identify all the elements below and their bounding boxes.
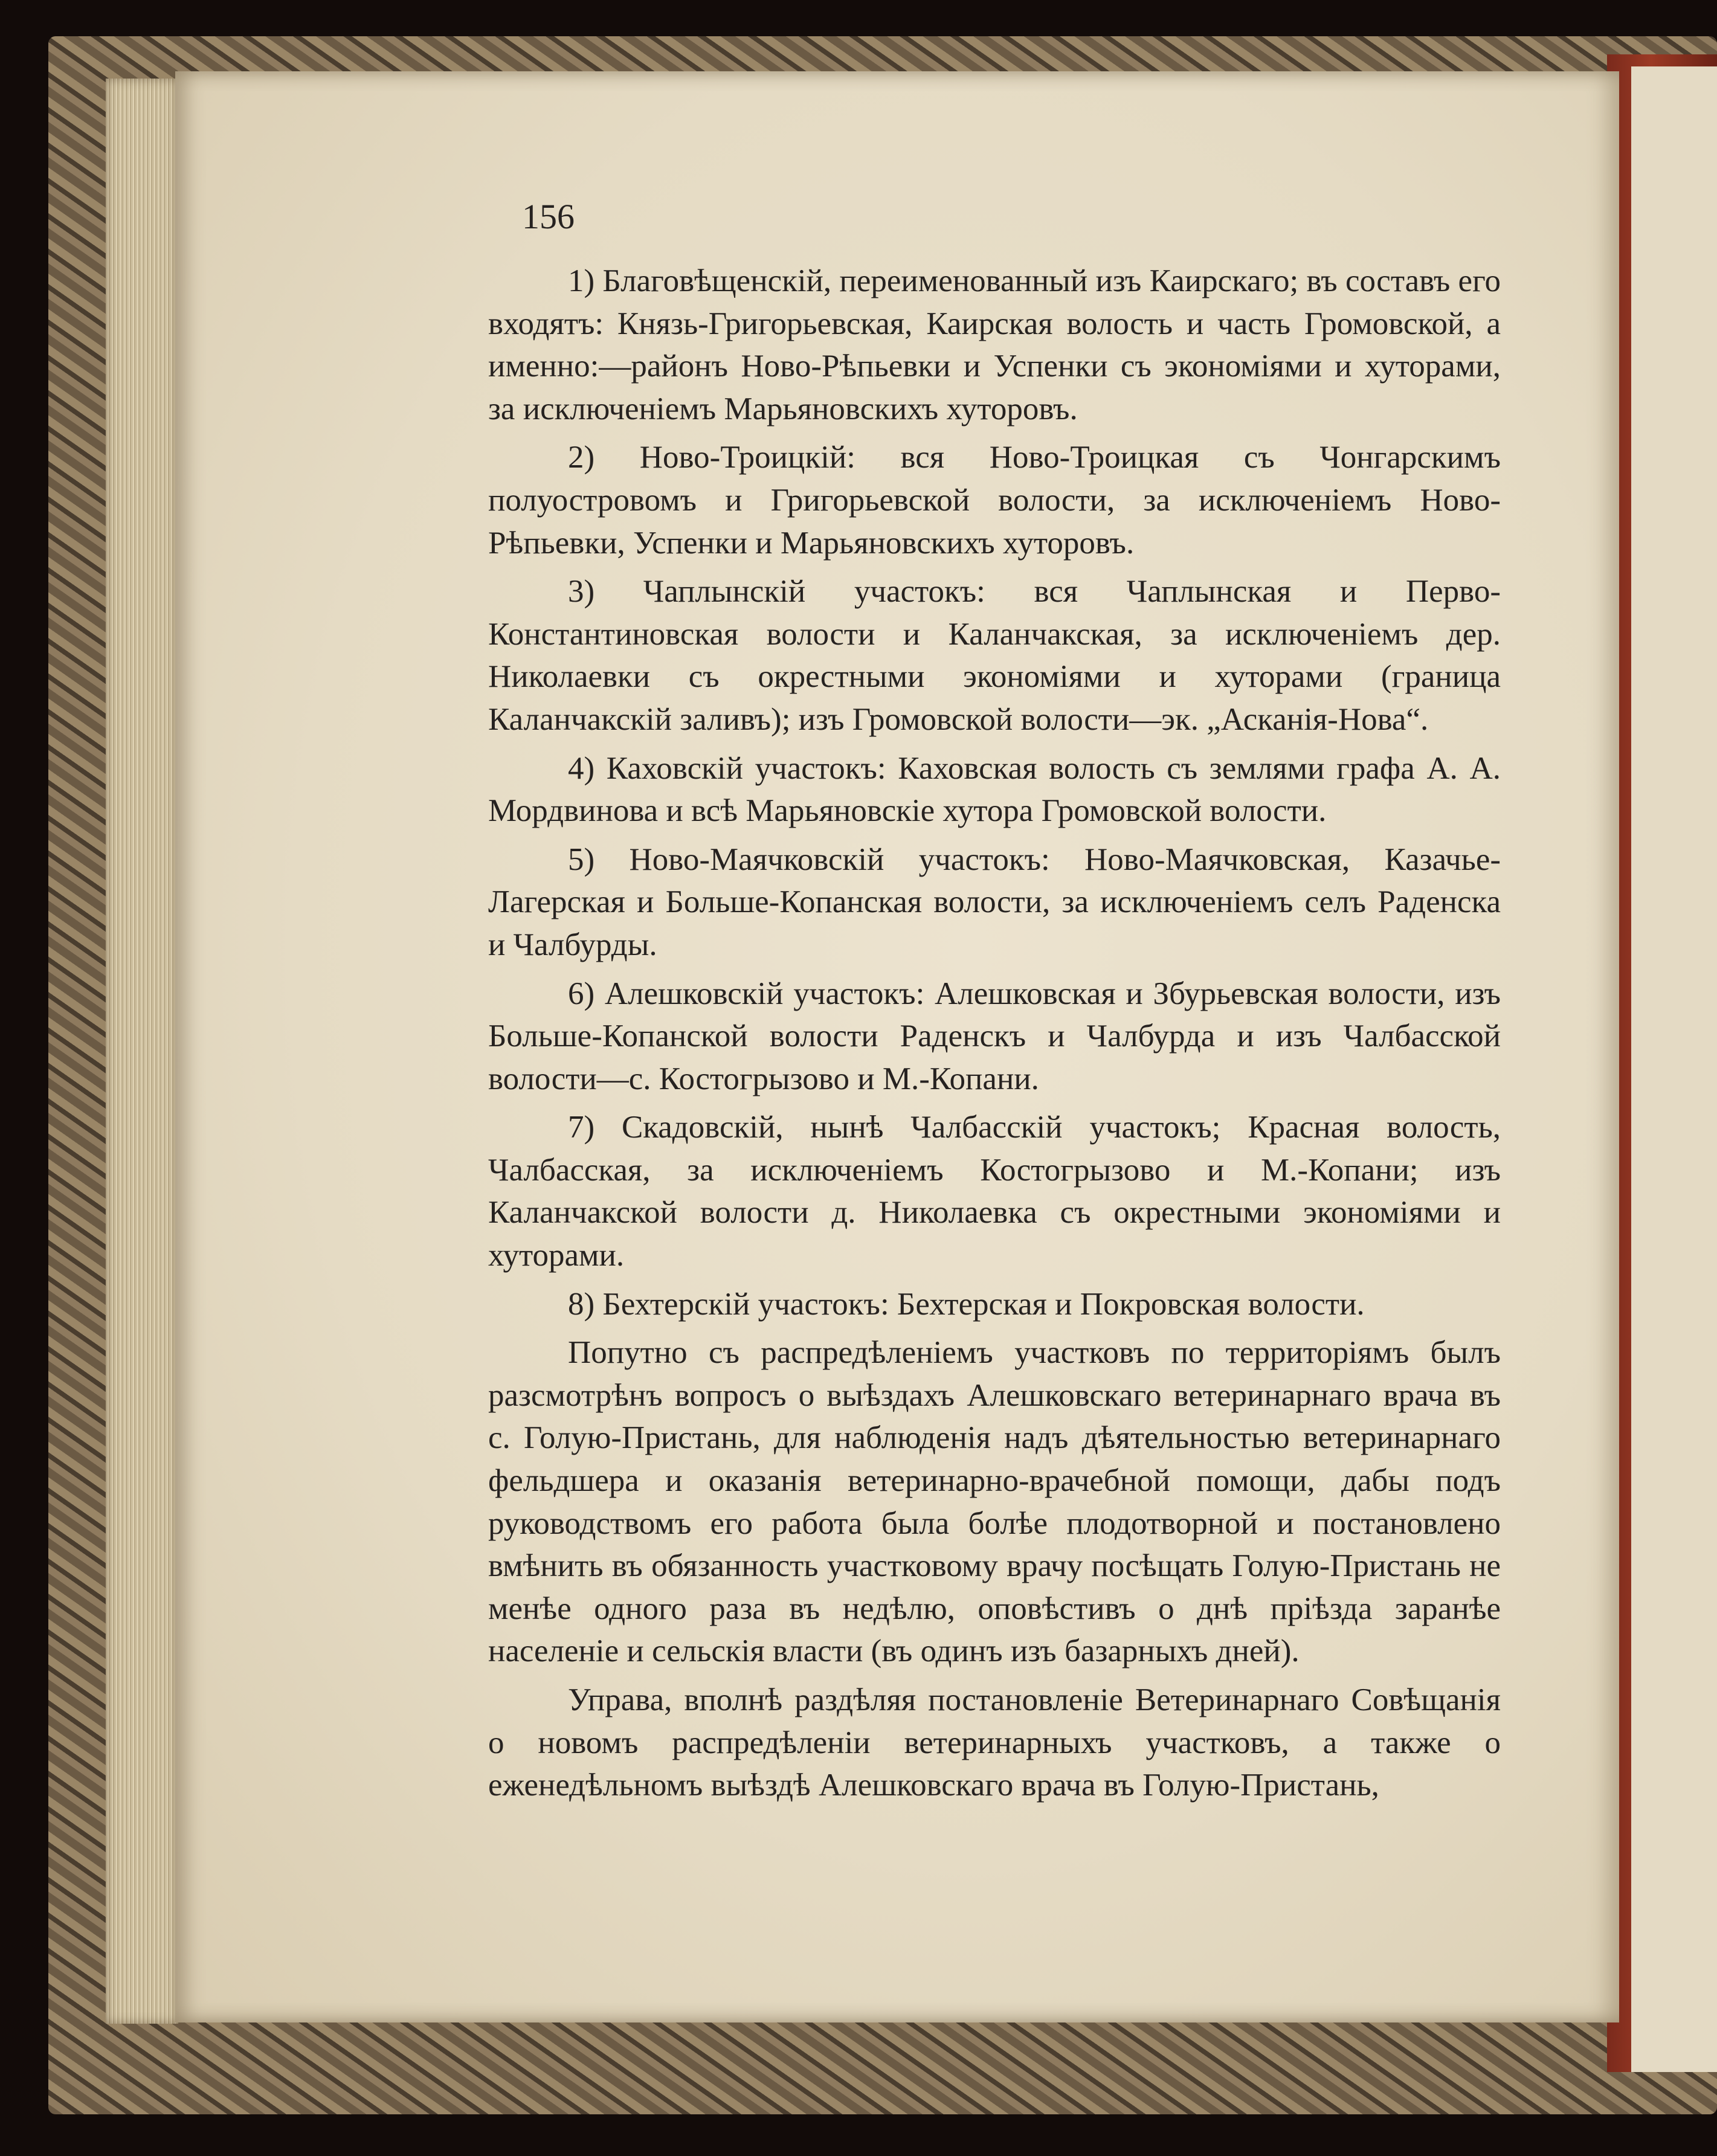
page-stack-edges xyxy=(106,79,178,2024)
paragraph-1: 1) Благовѣщенскій, переименованный изъ Каирскаго; въ составъ его входятъ: Князь-Григорьевская, Каирская волость и часть Громовской, а именно:—районъ Ново-Рѣпьевки и Успенки съ экономіями и хуторами, за исключеніемъ Марьяновскихъ хуторовъ. xyxy=(488,263,1501,426)
paragraph-5: 5) Ново-Маячковскій участокъ: Ново-Маячковская, Казачье-Лагерская и Больше-Копанская волости, за исключеніемъ селъ Раденска и Чалбурды. xyxy=(488,841,1501,962)
paragraph-2: 2) Ново-Троицкій: вся Ново-Троицкая съ Чонгарскимъ полуостровомъ и Григорьевской волости, за исключеніемъ Ново-Рѣпьевки, Успенки и Марьяновскихъ хуторовъ. xyxy=(488,440,1501,561)
paragraph-10: Управа, вполнѣ раздѣляя постановленіе Ветеринарнаго Совѣщанія о новомъ распредѣленіи ветеринарныхъ участковъ, а также о еженедѣльномъ выѣздѣ Алешковскаго врача въ Голую-Пристань, xyxy=(488,1682,1501,1803)
paragraph-3: 3) Чаплынскій участокъ: вся Чаплынская и Перво-Константиновская волости и Каланчакская, за исключеніемъ дер. Николаевки съ окрестными экономіями и хуторами (граница Каланчакскій заливъ); изъ Громовской волости—эк. „Асканія-Нова“. xyxy=(488,574,1501,737)
paragraph-7: 7) Скадовскій, нынѣ Чалбасскій участокъ; Красная волость, Чалбасская, за исключеніемъ Костогрызово и М.-Копани; изъ Каланчакской волости д. Николаевка съ окрестными экономіями и хуторами. xyxy=(488,1110,1501,1273)
paragraph-8: 8) Бехтерскій участокъ: Бехтерская и Покровская волости. xyxy=(568,1286,1365,1322)
page-number: 156 xyxy=(522,197,575,236)
facing-page-edge xyxy=(1631,66,1717,2072)
paragraph-6: 6) Алешковскій участокъ: Алешковская и Збурьевская волости, изъ Больше-Копанской волости Раденскъ и Чалбурда и изъ Чалбасской волости—с. Костогрызово и М.-Копани. xyxy=(488,976,1501,1096)
paragraph-4: 4) Каховскій участокъ: Каховская волость съ землями графа А. А. Мордвинова и всѣ Марьяновскіе хутора Громовской волости. xyxy=(488,750,1501,829)
page-text xyxy=(488,195,1501,1807)
paragraph-9: Попутно съ распредѣленіемъ участковъ по территоріямъ былъ разсмотрѣнъ вопросъ о выѣздахъ Алешковскаго ветеринарнаго врача въ с. Голую-Пристань, для наблюденія надъ дѣятельностью ветеринарнаго фельдшера и оказанія ветеринарно-врачебной помощи, дабы подъ руководствомъ его работа была болѣе плодотворной и постановлено вмѣнить въ обязанность участковому врачу посѣщать Голую-Пристань не менѣе одного раза въ недѣлю, оповѣстивъ о днѣ пріѣзда заранѣе населеніе и сельскія власти (въ одинъ изъ базарныхъ дней). xyxy=(488,1335,1501,1669)
